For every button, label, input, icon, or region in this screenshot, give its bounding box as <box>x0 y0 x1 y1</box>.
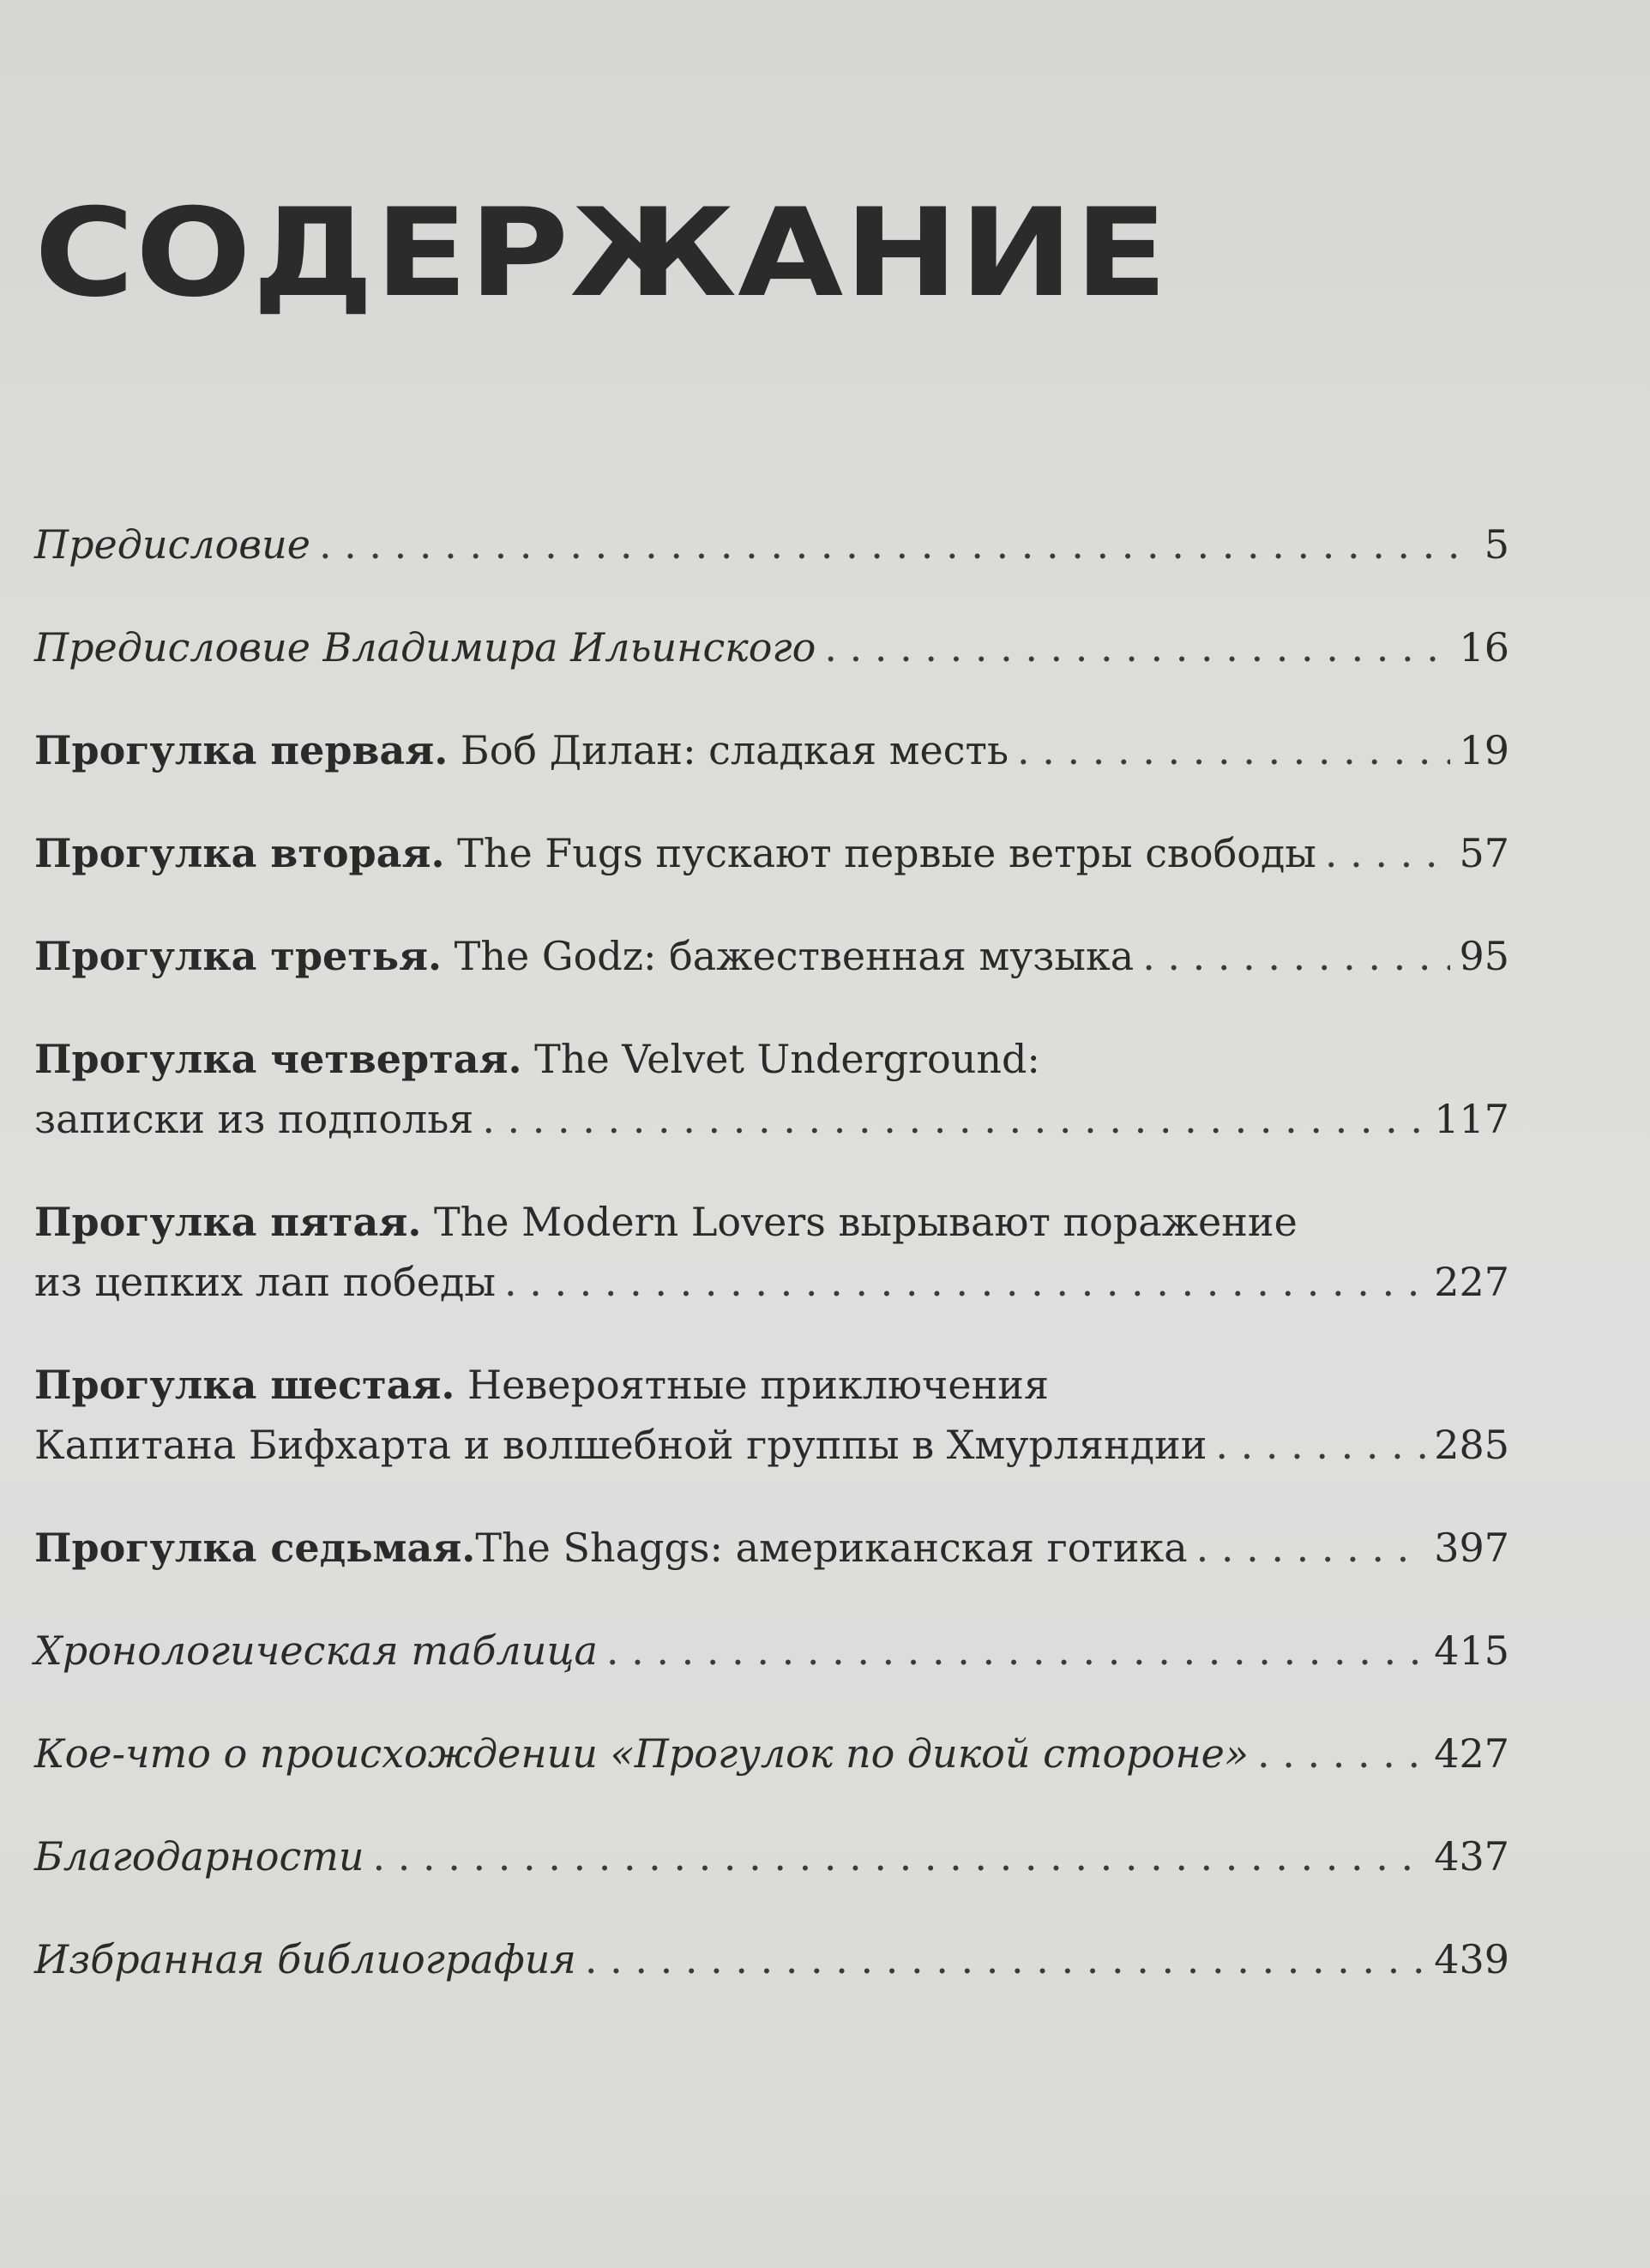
toc-entry-label: Прогулка вторая. <box>34 830 445 876</box>
toc-entry-walk-2[interactable] <box>34 823 1509 883</box>
toc-entry-title: Боб Дилан: сладкая месть <box>448 727 1009 773</box>
toc-entry-page: 5 <box>1484 521 1509 568</box>
toc-entry-page: 16 <box>1459 624 1509 671</box>
toc-entry-page: 19 <box>1459 727 1509 773</box>
dot-leader <box>1017 720 1450 780</box>
dot-leader <box>585 1929 1425 1989</box>
dot-leader <box>319 514 1476 575</box>
toc-entry-page: 415 <box>1434 1627 1509 1674</box>
toc-entry-ilyinsky-preface[interactable] <box>34 617 1509 677</box>
dot-leader <box>482 1089 1425 1149</box>
toc-entry-acknowledgements[interactable] <box>34 1826 1509 1886</box>
toc-entry-chronology[interactable] <box>34 1621 1509 1681</box>
toc-entry-label: Прогулка четвертая. <box>34 1036 522 1082</box>
toc-entry-walk-1[interactable] <box>34 720 1509 780</box>
toc-entry-title: The Shaggs: американская готика <box>475 1525 1188 1571</box>
toc-entry-walk-5[interactable] <box>34 1192 1509 1312</box>
toc-entry-page: 227 <box>1434 1259 1509 1305</box>
toc-entry-title: Благодарности <box>34 1833 364 1880</box>
toc-entry-label: Прогулка пятая. <box>34 1199 422 1245</box>
dot-leader <box>1325 823 1451 883</box>
toc-entry-walk-7[interactable] <box>34 1518 1509 1578</box>
dot-leader <box>606 1621 1425 1681</box>
toc-entry-title-continued: Капитана Бифхарта и волшебной группы в Хмурляндии <box>34 1422 1207 1468</box>
toc-entry-page: 117 <box>1434 1096 1509 1142</box>
dot-leader <box>1215 1415 1425 1475</box>
dot-leader <box>504 1252 1425 1312</box>
toc-entry-bibliography[interactable] <box>34 1929 1509 1989</box>
toc-entry-label: Прогулка шестая. <box>34 1362 455 1408</box>
toc-entry-title: The Godz: бажественная музыка <box>442 933 1135 979</box>
toc-entry-title-continued: из цепких лап победы <box>34 1259 496 1305</box>
toc-entry-page: 427 <box>1434 1730 1509 1777</box>
toc-entry-page: 439 <box>1434 1936 1509 1982</box>
dot-leader <box>1196 1518 1426 1578</box>
toc-entry-title: Хронологическая таблица <box>34 1627 598 1674</box>
toc-entry-label: Прогулка первая. <box>34 727 449 773</box>
toc-entry-label: Прогулка третья. <box>34 933 443 979</box>
dot-leader <box>373 1826 1426 1886</box>
toc-entry-title: Невероятные приключения <box>455 1362 1049 1408</box>
toc-entry-preface[interactable] <box>34 514 1509 575</box>
toc-entry-title: Избранная библиография <box>34 1936 576 1982</box>
toc-entry-title: The Modern Lovers вырывают поражение <box>421 1199 1298 1245</box>
dot-leader <box>1142 926 1450 986</box>
toc-entry-page: 95 <box>1459 933 1509 979</box>
toc-entry-title: The Velvet Underground: <box>521 1036 1040 1082</box>
dot-leader <box>824 617 1450 677</box>
toc-entry-walk-4[interactable] <box>34 1029 1509 1149</box>
table-of-contents <box>34 514 1509 1989</box>
toc-entry-page: 397 <box>1434 1525 1509 1571</box>
dot-leader <box>1257 1724 1425 1784</box>
toc-entry-page: 57 <box>1459 830 1509 876</box>
toc-entry-page: 285 <box>1434 1422 1509 1468</box>
toc-entry-title: Предисловие <box>34 521 310 568</box>
toc-entry-label: Прогулка седьмая. <box>34 1525 476 1571</box>
toc-entry-walk-6[interactable] <box>34 1355 1509 1475</box>
toc-entry-title-continued: записки из подполья <box>34 1096 474 1142</box>
toc-entry-origins[interactable] <box>34 1724 1509 1784</box>
toc-entry-title: Кое-что о происхождении «Прогулок по дикой стороне» <box>34 1730 1249 1777</box>
page-title: СОДЕРЖАНИЕ <box>34 183 1169 324</box>
toc-entry-walk-3[interactable] <box>34 926 1509 986</box>
toc-entry-title: Предисловие Владимира Ильинского <box>34 624 816 671</box>
toc-entry-page: 437 <box>1434 1833 1509 1880</box>
toc-entry-title: The Fugs пускают первые ветры свободы <box>444 830 1316 876</box>
